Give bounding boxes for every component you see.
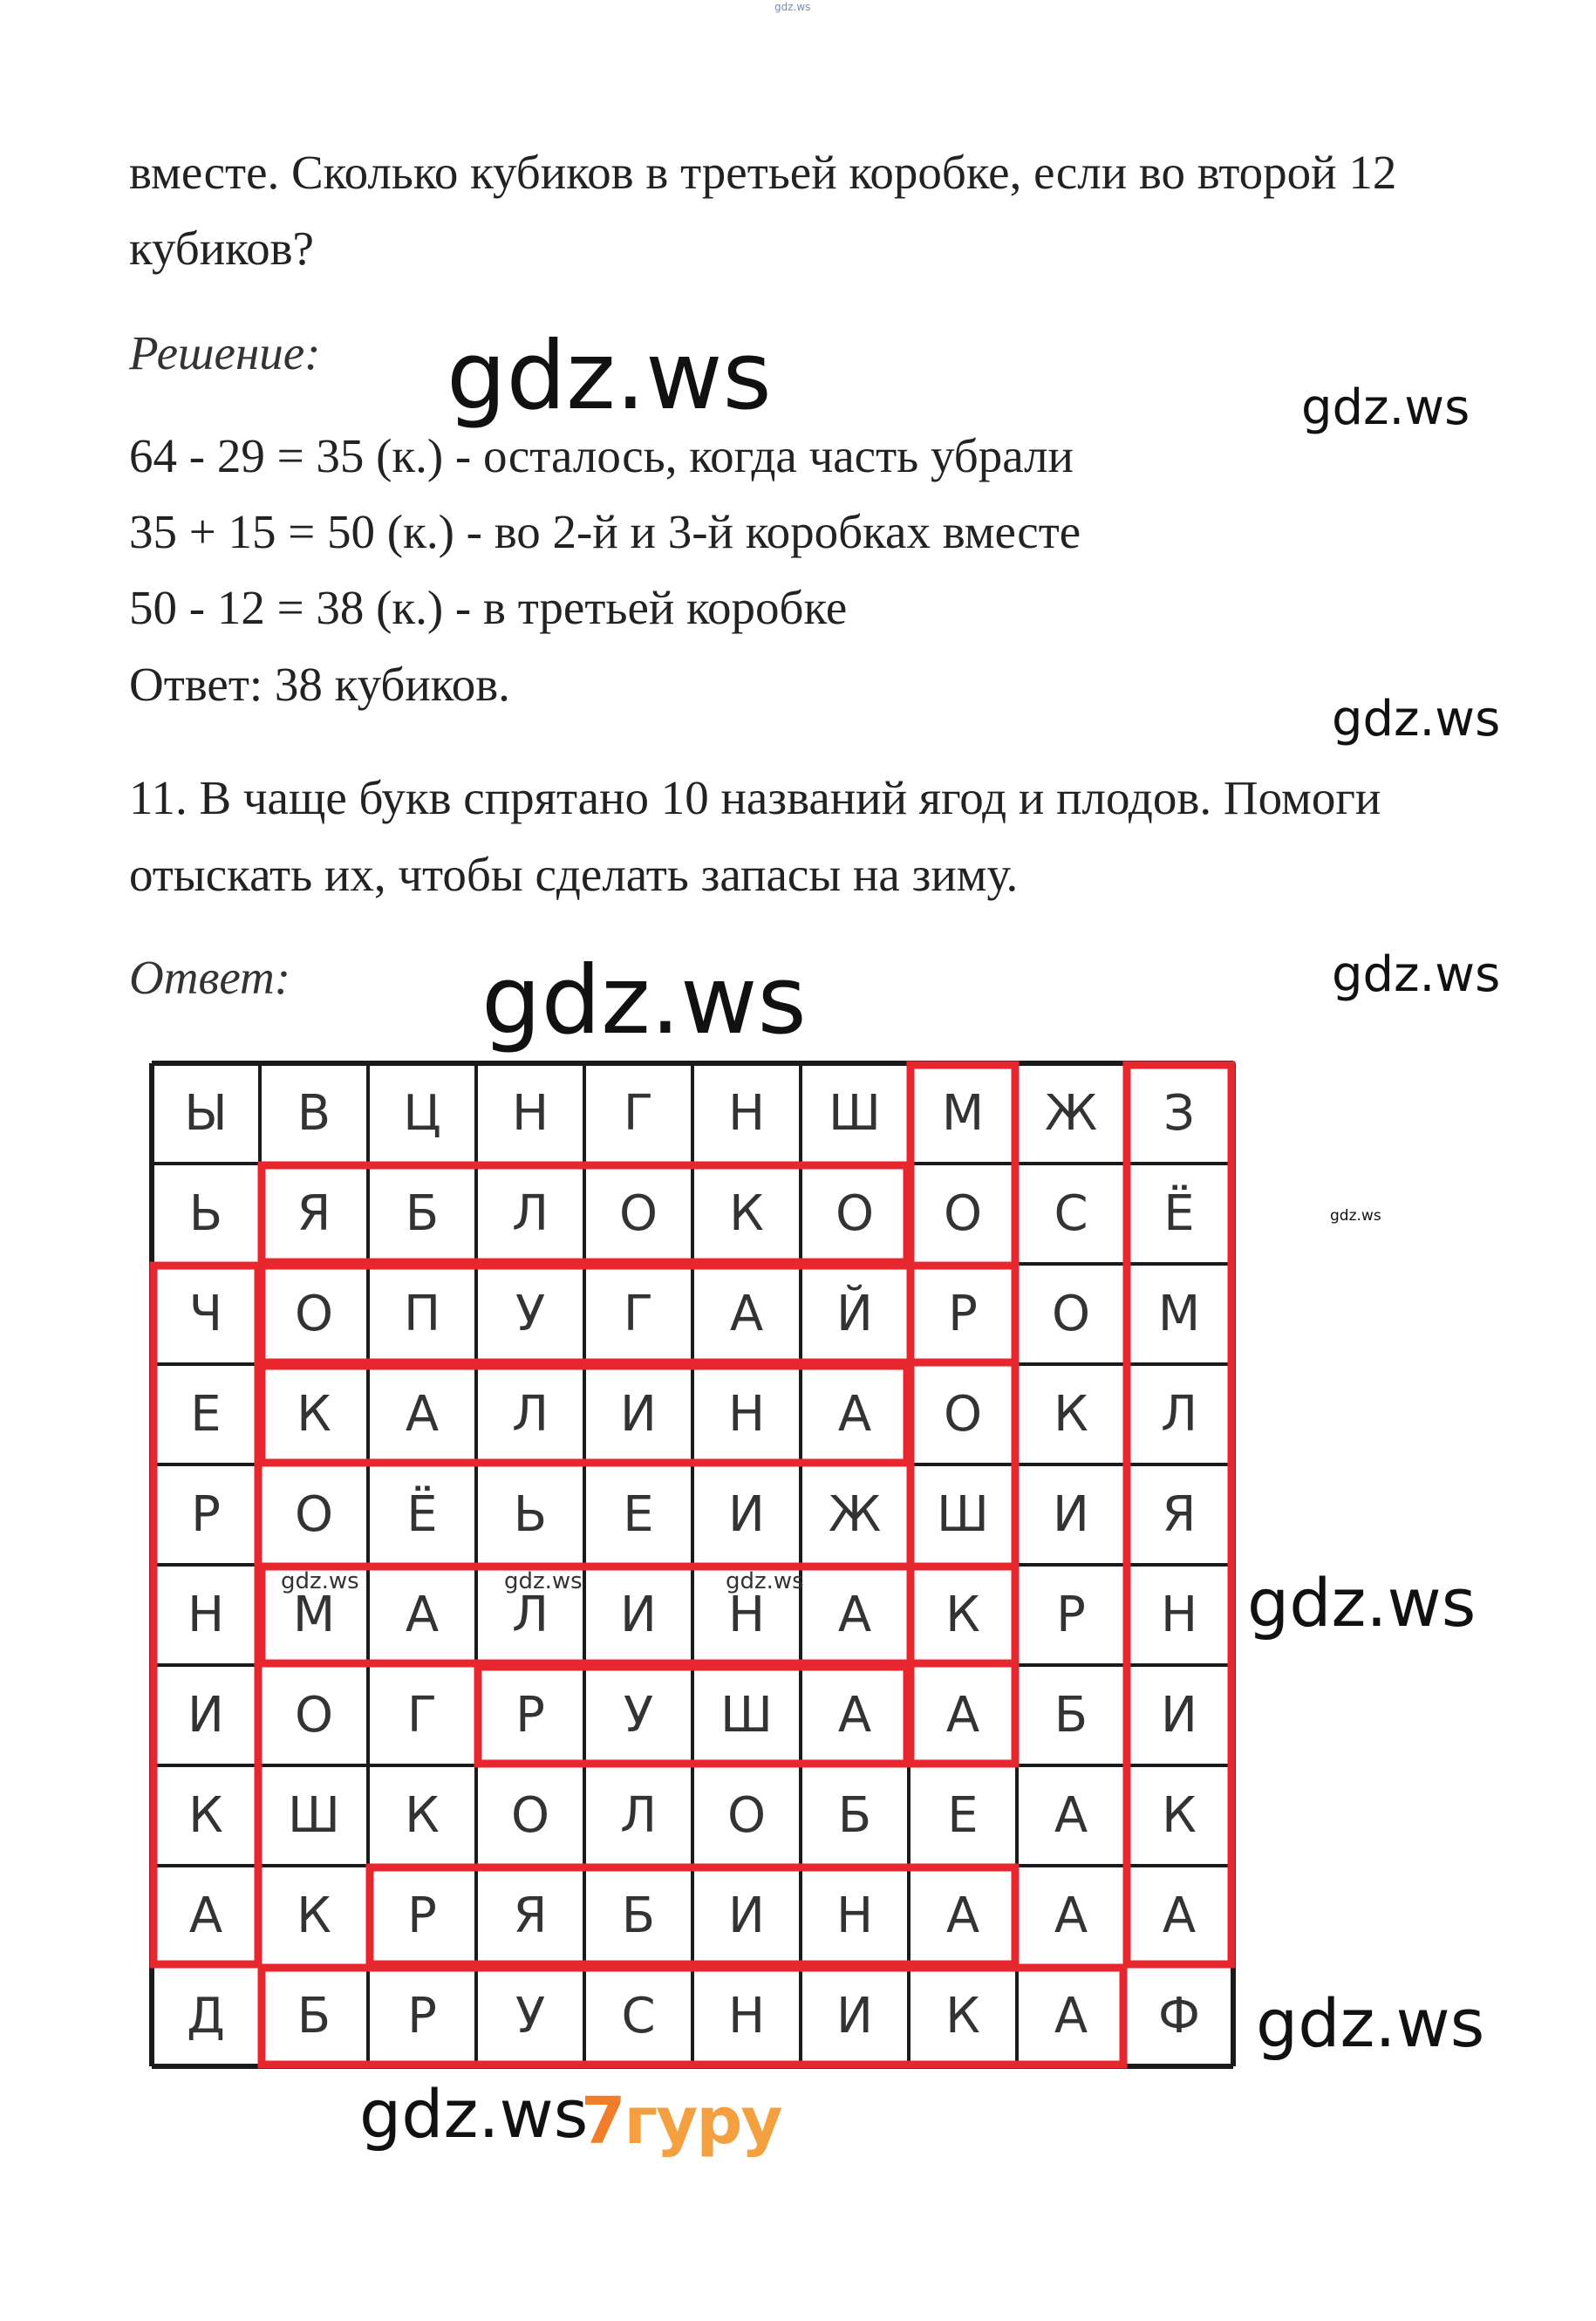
grid-cell-letter: Р [407, 1888, 437, 1944]
grid-cell-letter: Н [727, 1386, 766, 1443]
grid-cell-letter: Ш [937, 1486, 989, 1543]
grid-cell-letter: Ж [828, 1486, 882, 1543]
grid-cell-letter: Л [1160, 1386, 1198, 1443]
solution-step-1: 64 - 29 = 35 (к.) - осталось, когда часть убрали [129, 429, 1074, 482]
watermark-cell-1: gdz.ws [281, 1568, 359, 1594]
watermark-cell-3: gdz.ws [726, 1568, 804, 1594]
grid-cell-letter: Я [297, 1185, 331, 1242]
grid-cell-letter: У [515, 1286, 546, 1342]
grid-cell-letter: О [510, 1787, 550, 1844]
watermark-top: gdz.ws [774, 1, 811, 13]
grid-cell-letter: А [405, 1587, 440, 1643]
grid-cell-letter: М [941, 1085, 985, 1142]
answer-label: Ответ: [129, 951, 291, 1004]
grid-cell-letter: К [297, 1888, 331, 1944]
grid-cell-letter: Г [623, 1085, 654, 1142]
grid-cell-letter: О [835, 1185, 875, 1242]
grid-cell-letter: А [1162, 1888, 1197, 1944]
grid-cell-letter: Ш [829, 1085, 881, 1142]
grid-cell-letter: Б [837, 1787, 872, 1844]
grid-cell-letter: А [1054, 1888, 1088, 1944]
problem-line-2: кубиков? [129, 222, 314, 275]
grid-cell-letter: Г [406, 1687, 438, 1744]
grid-cell-letter: О [726, 1787, 767, 1844]
grid-cell-letter: В [297, 1085, 331, 1142]
grid-cell-letter: Е [190, 1386, 222, 1443]
grid-cell-letter: Ё [1163, 1185, 1195, 1242]
watermark-right-1: gdz.ws [1301, 379, 1470, 436]
grid-cell-letter: И [728, 1888, 765, 1944]
grid-cell-letter: О [294, 1486, 334, 1543]
grid-cell-letter: А [945, 1888, 980, 1944]
grid-cell-letter: Б [297, 1988, 331, 2045]
watermark-big-1: gdz.ws [447, 322, 772, 431]
grid-cell-letter: А [945, 1687, 980, 1744]
grid-cell-letter: К [945, 1587, 980, 1643]
grid-cell-letter: Н [727, 1587, 766, 1643]
grid-cell-letter: С [1054, 1185, 1088, 1242]
grid-cell-letter: Б [1054, 1687, 1088, 1744]
solution-answer: Ответ: 38 кубиков. [129, 658, 510, 711]
grid-cell-letter: И [1053, 1486, 1089, 1543]
grid-cell-letter: М [292, 1587, 336, 1643]
grid-cell-letter: И [620, 1587, 657, 1643]
watermark-right-2: gdz.ws [1332, 691, 1501, 747]
watermark-small-1: gdz.ws [1330, 1207, 1381, 1225]
grid-cell-letter: Л [511, 1386, 549, 1443]
grid-cell-letter: И [836, 1988, 873, 2045]
grid-cell-letter: Ь [513, 1486, 548, 1543]
grid-cell-letter: Н [727, 1085, 766, 1142]
grid-cell-letter: К [297, 1386, 331, 1443]
grid-cell-letter: Д [187, 1988, 225, 2045]
grid-cell-letter: Ы [184, 1085, 228, 1142]
watermark-big-2: gdz.ws [481, 946, 807, 1055]
site-logo-text: гуру [624, 2084, 781, 2159]
task11-line-1: 11. В чаще букв спрятано 10 названий ягод и плодов. Помоги [129, 771, 1381, 824]
grid-cell-letter: С [621, 1988, 656, 2045]
grid-cell-letter: Й [836, 1286, 873, 1342]
grid-cell-letter: И [620, 1386, 657, 1443]
grid-cell-letter: К [405, 1787, 440, 1844]
watermark-right-5: gdz.ws [1256, 1984, 1485, 2062]
grid-cell-letter: А [405, 1386, 440, 1443]
grid-cell-letter: П [403, 1286, 441, 1342]
site-logo [581, 2084, 781, 2159]
grid-cell-letter: А [729, 1286, 764, 1342]
grid-cell-letter: Н [511, 1085, 549, 1142]
grid-cell-letter: Н [187, 1587, 225, 1643]
grid-cell-letter: Б [405, 1185, 440, 1242]
watermark-bottom: gdz.ws [359, 2075, 589, 2153]
grid-cell-letter: О [294, 1286, 334, 1342]
grid-cell-letter: Р [407, 1988, 437, 2045]
task11-line-2: отыскать их, чтобы сделать запасы на зиму. [129, 848, 1019, 901]
grid-cell-letter: Ц [403, 1085, 441, 1142]
grid-cell-letter: Р [948, 1286, 978, 1342]
watermark-right-3: gdz.ws [1332, 946, 1501, 1003]
grid-cell-letter: А [837, 1587, 872, 1643]
grid-cell-letter: К [729, 1185, 764, 1242]
grid-cell-letter: А [837, 1687, 872, 1744]
grid-cell-letter: А [837, 1386, 872, 1443]
grid-cell-letter: З [1163, 1085, 1195, 1142]
solution-step-3: 50 - 12 = 38 (к.) - в третьей коробке [129, 581, 848, 634]
grid-cell-letter: Н [1160, 1587, 1198, 1643]
grid-cell-letter: Р [1056, 1587, 1086, 1643]
grid-cell-letter: Р [515, 1687, 545, 1744]
grid-cell-letter: А [188, 1888, 223, 1944]
grid-cell-letter: А [1054, 1988, 1088, 2045]
watermark-right-4: gdz.ws [1247, 1564, 1477, 1642]
grid-cell-letter: Л [511, 1587, 549, 1643]
grid-cell-letter: К [188, 1787, 223, 1844]
grid-cell-letter: О [618, 1185, 658, 1242]
grid-cell-letter: М [1157, 1286, 1201, 1342]
grid-cell-letter: Е [947, 1787, 979, 1844]
solution-label: Решение: [129, 326, 321, 379]
grid-cell-letter: Е [623, 1486, 654, 1543]
grid-cell-letter: Г [623, 1286, 654, 1342]
grid-cell-letter: Ж [1044, 1085, 1098, 1142]
watermark-cell-2: gdz.ws [504, 1568, 583, 1594]
grid-cell-letter: Ё [406, 1486, 438, 1543]
grid-cell-letter: Я [1162, 1486, 1197, 1543]
grid-cell-letter: Ш [288, 1787, 340, 1844]
grid-cell-letter: Л [511, 1185, 549, 1242]
grid-cell-letter: Л [619, 1787, 658, 1844]
problem-line-1: вместе. Сколько кубиков в третьей коробке, если во второй 12 [129, 146, 1397, 199]
grid-cell-letter: О [294, 1687, 334, 1744]
grid-cell-letter: К [945, 1988, 980, 2045]
grid-cell-letter: К [1162, 1787, 1197, 1844]
grid-cell-letter: Ь [188, 1185, 223, 1242]
grid-cell-letter: А [1054, 1787, 1088, 1844]
grid-cell-letter: Н [727, 1988, 766, 2045]
grid-cell-letter: У [515, 1988, 546, 2045]
grid-cell-letter: Ф [1157, 1988, 1201, 2045]
grid-cell-letter: И [1161, 1687, 1197, 1744]
grid-cell-letter: Н [836, 1888, 874, 1944]
grid-cell-letter: О [1051, 1286, 1091, 1342]
grid-cell-letter: Ч [188, 1286, 223, 1342]
grid-cell-letter: К [1054, 1386, 1088, 1443]
grid-cell-letter: И [728, 1486, 765, 1543]
site-logo-number: 7 [581, 2084, 624, 2159]
grid-cell-letter: Ш [720, 1687, 773, 1744]
grid-cell-letter: О [943, 1185, 983, 1242]
solution-step-2: 35 + 15 = 50 (к.) - во 2-й и 3-й коробках вместе [129, 505, 1081, 558]
grid-cell-letter: И [188, 1687, 224, 1744]
grid-cell-letter: О [943, 1386, 983, 1443]
grid-cell-letter: Р [191, 1486, 221, 1543]
grid-cell-letter: Я [513, 1888, 548, 1944]
grid-cell-letter: У [623, 1687, 654, 1744]
grid-cell-letter: Б [621, 1888, 656, 1944]
